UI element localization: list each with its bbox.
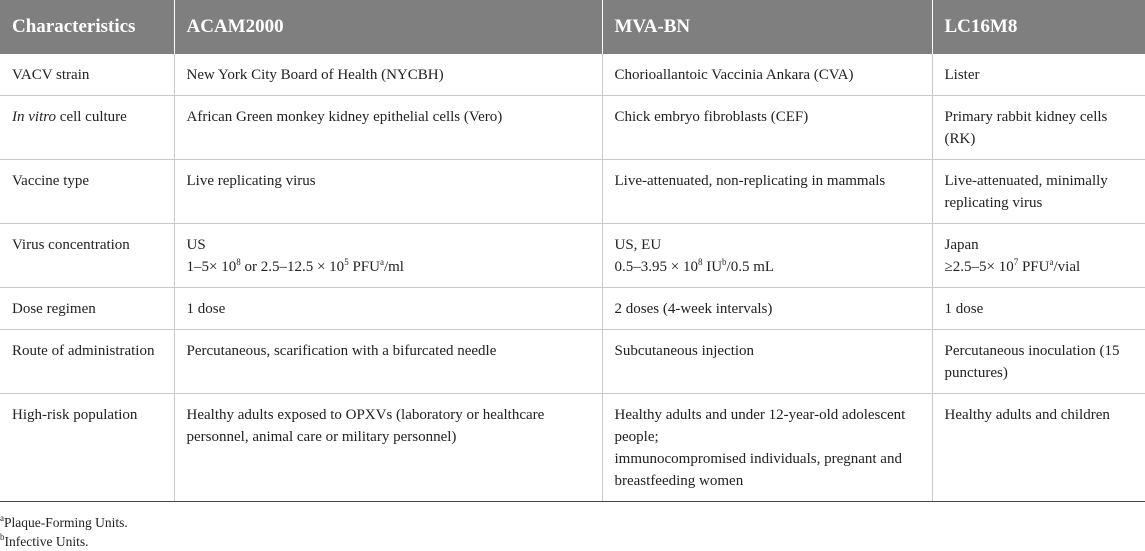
region: Japan xyxy=(944,237,979,253)
row-label: Route of administration xyxy=(0,330,174,394)
cell-lc16m8: Percutaneous inoculation (15 punctures) xyxy=(932,330,1145,394)
table-row-type xyxy=(0,160,1145,224)
cell-acam2000: Healthy adults exposed to OPXVs (laboratory or healthcare personnel, animal care or military personnel) xyxy=(174,394,602,502)
cell-mva-bn: Live-attenuated, non-replicating in mammals xyxy=(602,160,932,224)
cell-lc16m8: 1 dose xyxy=(932,288,1145,330)
cell-mva-bn: Chorioallantoic Vaccinia Ankara (CVA) xyxy=(602,54,932,96)
row-label-italic: In vitro xyxy=(12,109,57,125)
table-row-culture xyxy=(0,96,1145,160)
cell-lc16m8: Lister xyxy=(932,54,1145,96)
footnote-b: $^b$Infective Units. xyxy=(0,532,89,549)
concentration-value: $1-5\times 10^8$ or $2.5-12.5 \times 10^5$ PFU$^a$/ml xyxy=(186,257,404,275)
table-row-strain xyxy=(0,54,1145,96)
region: US, EU xyxy=(614,237,662,253)
cell-acam2000: New York City Board of Health (NYCBH) xyxy=(174,54,602,96)
cell-acam2000: Percutaneous, scarification with a bifurcated needle xyxy=(174,330,602,394)
row-label: High-risk population xyxy=(0,394,174,502)
cell-acam2000 xyxy=(174,224,602,288)
cell-mva-bn: Subcutaneous injection xyxy=(602,330,932,394)
cell-acam2000: African Green monkey kidney epithelial cells (Vero) xyxy=(174,96,602,160)
cell-mva-bn: 2 doses (4-week intervals) xyxy=(602,288,932,330)
table-row-concentration xyxy=(0,224,1145,288)
footnote-a: $^a$Plaque-Forming Units. xyxy=(0,513,128,530)
concentration-value: $\ge 2.5-5\times 10^7$ PFU$^a$/vial xyxy=(944,257,1081,275)
cell-acam2000: 1 dose xyxy=(174,288,602,330)
table-row-population xyxy=(0,394,1145,502)
table-row-dose xyxy=(0,288,1145,330)
concentration-value: $0.5-3.95 \times 10^8$ $IU^b/0.5$ mL xyxy=(614,257,775,275)
population-line-1: Healthy adults and under 12-year-old adolescent people; xyxy=(614,407,906,445)
cell-lc16m8: Primary rabbit kidney cells (RK) xyxy=(932,96,1145,160)
row-label-rest: cell culture xyxy=(56,109,127,125)
cell-acam2000: Live replicating virus xyxy=(174,160,602,224)
cell-mva-bn xyxy=(602,224,932,288)
header-lc16m8: LC16M8 xyxy=(932,0,1145,54)
cell-lc16m8 xyxy=(932,224,1145,288)
row-label: Vaccine type xyxy=(0,160,174,224)
header-characteristics: Characteristics xyxy=(0,0,174,54)
row-label xyxy=(0,96,174,160)
table-row-route xyxy=(0,330,1145,394)
cell-mva-bn xyxy=(602,394,932,502)
row-label: VACV strain xyxy=(0,54,174,96)
region: US xyxy=(186,237,206,253)
row-label: Dose regimen xyxy=(0,288,174,330)
population-line-2: immunocompromised individuals, pregnant and breastfeeding women xyxy=(614,451,902,489)
row-label: Virus concentration xyxy=(0,224,174,288)
table-header-row xyxy=(0,0,1145,54)
header-acam2000: ACAM2000 xyxy=(174,0,602,54)
cell-mva-bn: Chick embryo fibroblasts (CEF) xyxy=(602,96,932,160)
header-mva-bn: MVA-BN xyxy=(602,0,932,54)
cell-lc16m8: Healthy adults and children xyxy=(932,394,1145,502)
table-footnotes xyxy=(0,502,1145,551)
cell-lc16m8: Live-attenuated, minimally replicating virus xyxy=(932,160,1145,224)
